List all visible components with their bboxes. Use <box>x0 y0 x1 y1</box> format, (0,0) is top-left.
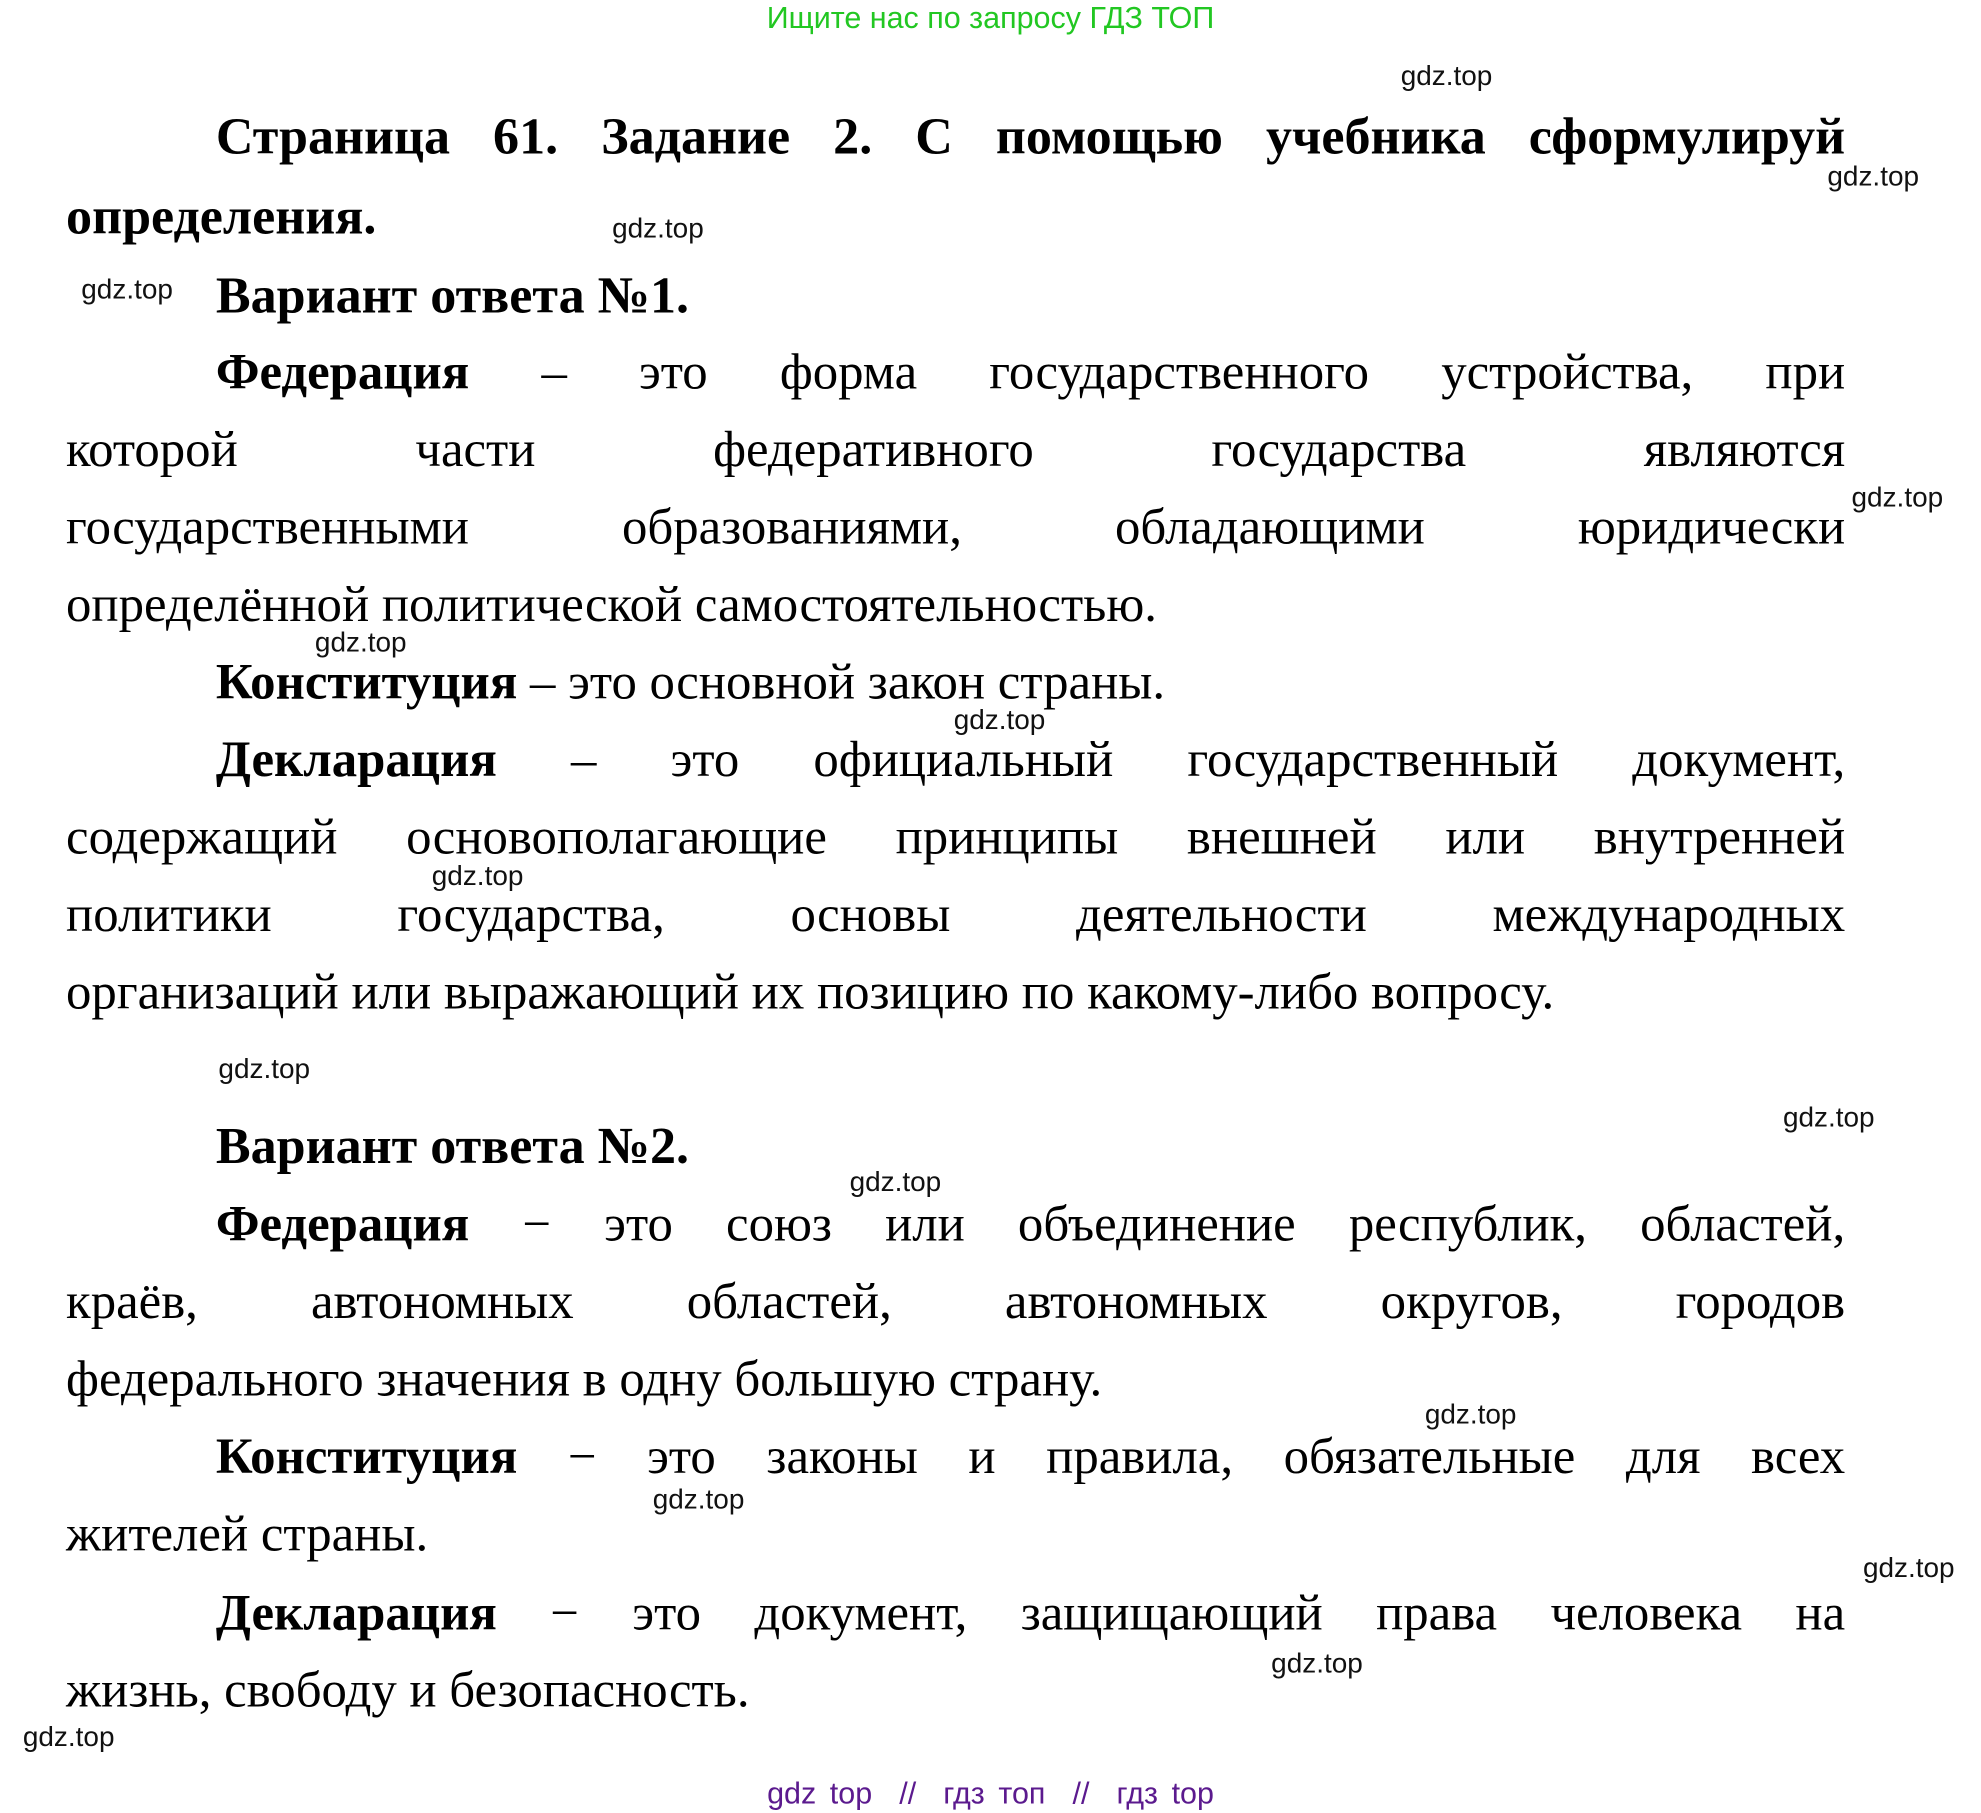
v1-federation-line-2: которой части федеративного государства являются <box>66 420 1846 478</box>
term-federation: Федерация <box>215 1194 470 1253</box>
watermark: gdz.top <box>1862 1551 1955 1584</box>
variant-2-heading: Вариант ответа №2. <box>215 1116 690 1175</box>
watermark: gdz.top <box>1400 59 1493 92</box>
watermark: gdz.top <box>652 1483 745 1515</box>
v1-federation-line-1 <box>216 333 1845 410</box>
watermark: gdz.top <box>612 212 704 244</box>
term-constitution: Конституция <box>215 1427 518 1485</box>
term-federation: Федерация <box>215 342 470 401</box>
watermark: gdz.top <box>1271 1647 1363 1679</box>
watermark: gdz.top <box>314 626 407 658</box>
term-declaration: Декларация <box>215 730 497 788</box>
v1-declaration-line-3: политики государства, основы деятельности международных <box>66 885 1846 943</box>
watermark: gdz.top <box>1424 1398 1517 1430</box>
v2-constitution-line-2: жителей страны. <box>66 1504 429 1562</box>
v2-constitution-line-1 <box>216 1417 1845 1494</box>
v1-federation-line-3: государственными образованиями, обладающими юридически <box>66 497 1846 555</box>
watermark: gdz.top <box>431 859 524 892</box>
v2-federation-line-1 <box>216 1185 1845 1262</box>
v2-declaration-line-2: жизнь, свободу и безопасность. <box>66 1661 750 1719</box>
watermark: gdz.top <box>1851 481 1944 514</box>
definition-text: – это основной закон страны. <box>517 652 1166 710</box>
watermark: gdz.top <box>81 273 173 305</box>
watermark: gdz.top <box>849 1165 942 1198</box>
footer-site-links: gdz top // гдз топ // гдз top <box>767 1776 1214 1811</box>
search-promo-banner: Ищите нас по запросу ГДЗ ТОП <box>766 1 1215 36</box>
page-title-line-1: Страница 61. Задание 2. С помощью учебника сформулируй <box>215 106 1846 166</box>
v2-federation-line-2: краёв, автономных областей, автономных округов, городов <box>66 1272 1846 1330</box>
definition-text: − это законы и правила, обязательные для всех <box>517 1427 1846 1485</box>
v1-declaration-line-2: содержащий основополагающие принципы внешней или внутренней <box>66 807 1846 865</box>
v2-federation-line-3: федерального значения в одну большую страну. <box>66 1349 1103 1408</box>
definition-text: – это официальный государственный документ, <box>496 730 1846 788</box>
watermark: gdz.top <box>1782 1101 1875 1133</box>
v2-declaration-line-1 <box>216 1573 1845 1650</box>
term-constitution: Конституция <box>215 652 518 710</box>
term-declaration: Декларация <box>215 1583 497 1641</box>
v1-declaration-line-4: организаций или выражающий их позицию по какому-либо вопросу. <box>66 962 1555 1020</box>
variant-1-heading: Вариант ответа №1. <box>215 265 690 324</box>
page-title-line-2: определения. <box>66 186 377 246</box>
definition-text: − это документ, защищающий права человека на <box>496 1583 1846 1641</box>
definition-text: – это форма государственного устройства, при <box>469 342 1846 401</box>
watermark: gdz.top <box>218 1052 311 1085</box>
definition-text: − это союз или объединение республик, областей, <box>469 1194 1846 1253</box>
watermark: gdz.top <box>953 703 1046 736</box>
watermark: gdz.top <box>22 1720 115 1753</box>
watermark: gdz.top <box>1827 160 1920 192</box>
v1-federation-line-4: определённой политической самостоятельностью. <box>66 575 1157 633</box>
